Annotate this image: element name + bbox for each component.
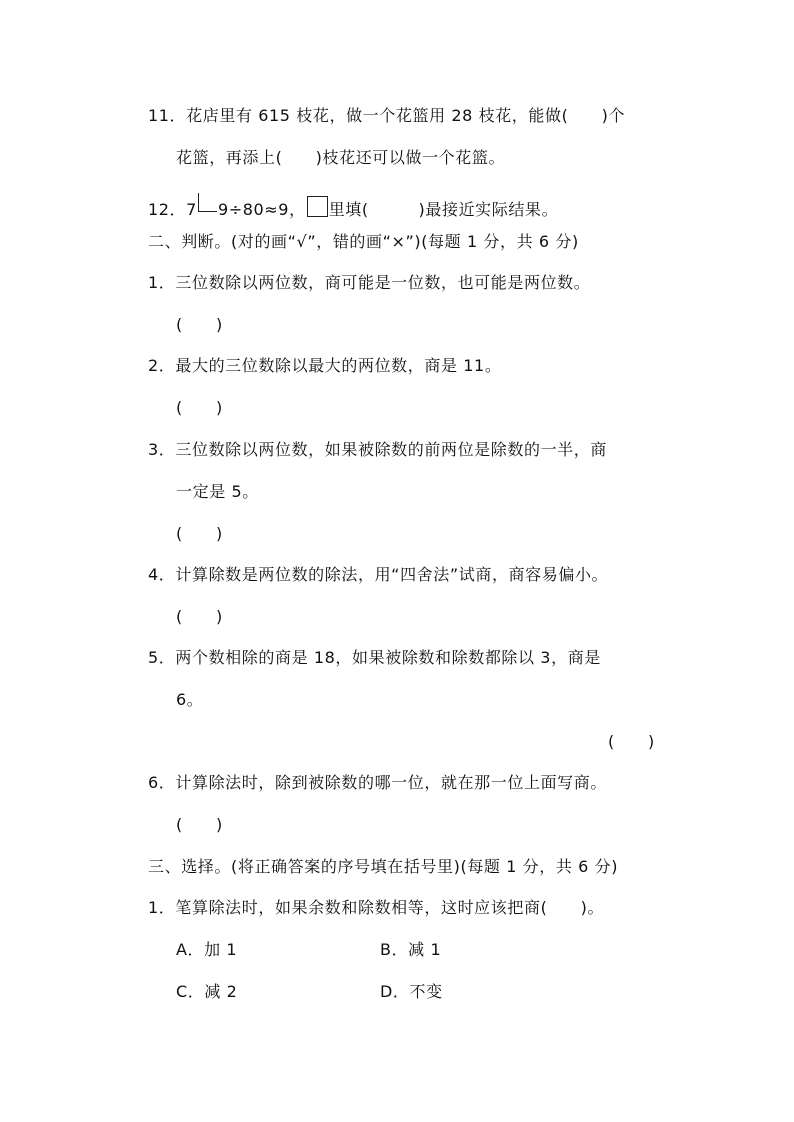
blank-box[interactable] (198, 193, 217, 212)
judge-item-6: 6．计算除法时，除到被除数的哪一位，就在那一位上面写商。 (148, 773, 607, 792)
blank-box-reference (307, 196, 328, 217)
option-b[interactable]: B．减 1 (380, 940, 442, 959)
judge-item-3: 3．三位数除以两位数，如果被除数的前两位是除数的一半，商 (148, 440, 607, 459)
q11-line1: 11．花店里有 615 枝花，做一个花篮用 28 枝花，能做( )个 (148, 106, 626, 125)
option-d[interactable]: D．不变 (380, 982, 443, 1001)
judge-item-4: 4．计算除数是两位数的除法，用“四舍法”试商，商容易偏小。 (148, 565, 609, 584)
judge-answer-4[interactable]: ( ) (176, 607, 223, 626)
judge-item-3-cont: 一定是 5。 (176, 482, 259, 501)
judge-item-5-cont: 6。 (176, 690, 204, 709)
section2-heading: 二、判断。(对的画“√”，错的画“×”)(每题 1 分，共 6 分) (148, 232, 579, 251)
option-a[interactable]: A．加 1 (176, 940, 238, 959)
judge-item-1: 1．三位数除以两位数，商可能是一位数，也可能是两位数。 (148, 273, 591, 292)
q12-prefix: 12．7 (148, 200, 197, 219)
q12-suffix: 里填( )最接近实际结果。 (328, 200, 559, 219)
option-c[interactable]: C．减 2 (176, 982, 238, 1001)
q12-line (148, 193, 558, 220)
section3-heading: 三、选择。(将正确答案的序号填在括号里)(每题 1 分，共 6 分) (148, 857, 619, 876)
choice-question-1: 1．笔算除法时，如果余数和除数相等，这时应该把商( )。 (148, 898, 605, 917)
judge-item-2: 2．最大的三位数除以最大的两位数，商是 11。 (148, 356, 502, 375)
q11-line2: 花篮，再添上( )枝花还可以做一个花篮。 (176, 148, 506, 167)
judge-answer-2[interactable]: ( ) (176, 398, 223, 417)
judge-answer-1[interactable]: ( ) (176, 315, 223, 334)
q12-mid: 9÷80≈9， (217, 200, 306, 219)
judge-answer-3[interactable]: ( ) (176, 524, 223, 543)
judge-answer-6[interactable]: ( ) (176, 815, 223, 834)
judge-answer-5[interactable]: ( ) (608, 732, 655, 751)
judge-item-5: 5．两个数相除的商是 18，如果被除数和除数都除以 3，商是 (148, 648, 601, 667)
